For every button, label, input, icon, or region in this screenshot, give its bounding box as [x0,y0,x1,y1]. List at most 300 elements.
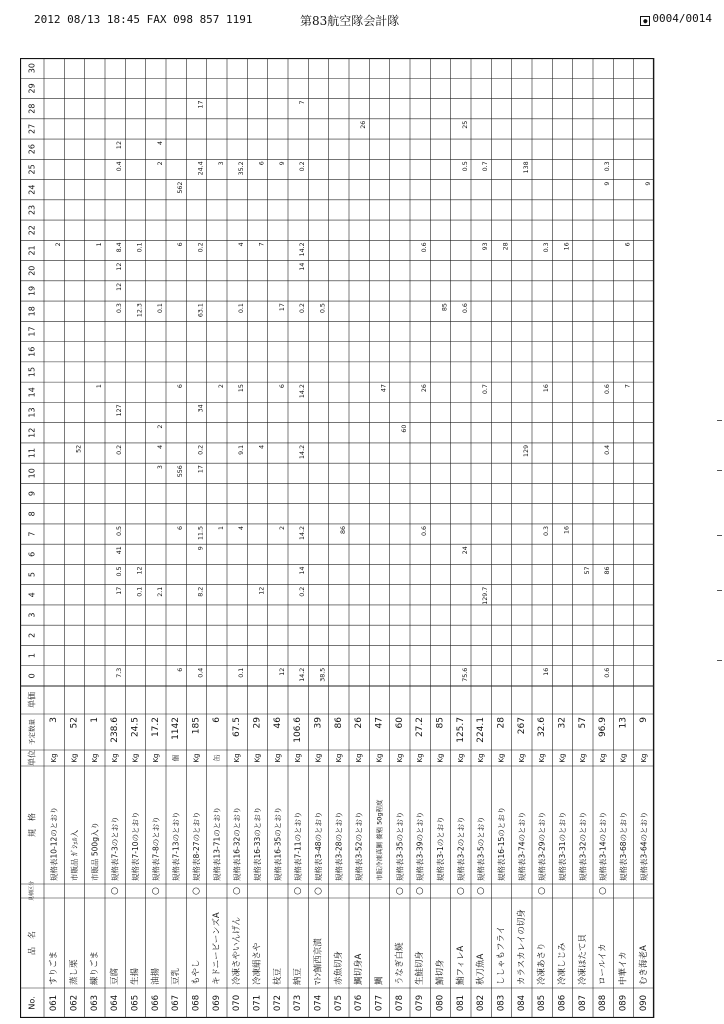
day-cell-value: 2 [55,242,63,247]
header-day: 29 [27,83,37,94]
day-cell-value: 0.5 [319,303,327,314]
spec-text: 規格表3-64のとおり [639,811,649,881]
day-cell-value: 12.3 [136,303,144,318]
day-cell-value: 12 [258,586,266,595]
item-name: 鮪フィレA [455,945,466,985]
sender-name: 第83航空隊会計隊 [300,14,400,28]
planned-qty: 238.6 [110,717,121,743]
unit-text: Kg [70,753,79,763]
unit-text: Kg [497,753,506,763]
item-name: カラスカレイの切身 [516,909,527,985]
item-name: 冷凍ほたて貝 [577,933,588,985]
day-cell-value: 2 [278,525,286,530]
day-cell-value: 24.4 [197,161,205,176]
row-number: 075 [333,994,344,1012]
day-cell-value: 57 [583,566,591,575]
day-cell-value: 0.2 [197,444,205,455]
header-day: 6 [27,551,37,557]
planned-qty: 57 [577,717,588,729]
header-day: 9 [27,491,37,497]
unit-text: 個 [172,754,181,762]
row-number: 077 [374,994,385,1012]
header-price: 単価 [27,692,37,708]
day-cell-value: 26 [360,120,368,129]
spec-text: 市販品 ｶﾞｼｪﾙ入 [70,829,79,881]
header-day: 3 [27,612,37,618]
row-number: 087 [577,994,588,1012]
spec-text: 規格表3-5のとおり [476,816,486,881]
row-number: 079 [415,994,426,1012]
unit-text: Kg [50,753,59,763]
day-cell-value: 0.6 [604,384,612,395]
spec-text: 規格表3-35のとおり [395,811,405,881]
unit-text: Kg [131,753,140,763]
planned-qty: 13 [618,717,629,729]
header-day: 0 [27,673,37,679]
day-cell-value: 0.7 [482,384,490,395]
item-name: 秋刀魚A [476,953,487,985]
item-name: むき海老A [638,945,649,985]
day-cell-value: 127 [116,404,124,417]
row-number: 071 [252,994,263,1012]
header-spec: 規 格 [27,813,37,837]
planned-qty: 32 [557,717,568,729]
item-name: ロールイカ [598,943,609,985]
header-day: 22 [27,225,37,236]
estimate-mark: ○ [394,887,405,895]
item-name: ﾏﾄﾝ鯖西京漬 [313,938,324,985]
day-cell-value: 0.4 [604,444,612,455]
spec-text: 規格表16-32のとおり [232,806,242,881]
day-cell-value: 17 [197,100,205,109]
item-name: 生揚 [130,967,141,985]
estimate-mark: ○ [232,887,243,895]
row-number: 086 [557,994,568,1012]
row-number: 062 [69,994,80,1012]
day-cell-value: 0.6 [604,667,612,678]
day-cell-value: 1 [95,242,103,247]
spec-text: 規格表3-52のとおり [354,811,364,881]
row-number: 074 [313,994,324,1012]
header-day: 14 [27,387,37,398]
unit-text: Kg [477,753,486,763]
estimate-mark: ○ [293,887,304,895]
day-cell-value: 2.1 [156,586,164,597]
estimate-mark: ○ [313,887,324,895]
day-cell-value: 16 [563,242,571,251]
day-cell-value: 12 [116,262,124,271]
item-name: 赤魚切身 [333,950,344,985]
unit-text: Kg [334,753,343,763]
day-cell-value: 93 [482,242,490,251]
header-day: 13 [27,407,37,418]
day-cell-value: 24 [461,546,469,555]
spec-text: 規格表3-1のとおり [436,816,445,881]
header-no: No. [27,996,37,1010]
item-name: 枝豆 [272,967,283,985]
day-cell-value: 47 [380,384,388,393]
day-cell-value: 7.3 [116,667,124,678]
spec-text: 規格表16-35のとおり [273,806,283,881]
row-number: 076 [354,994,365,1012]
unit-text: Kg [456,753,465,763]
day-cell-value: 4 [238,242,246,247]
day-cell-value: 16 [543,384,551,393]
planned-qty: 125.7 [455,717,466,743]
estimate-mark: ○ [110,887,121,895]
day-cell-value: 8.2 [197,586,205,597]
day-cell-value: 0.1 [136,586,144,597]
planned-qty: 32.6 [537,717,548,738]
day-cell-value: 14.2 [299,444,307,459]
item-name: うなぎ白焼 [394,942,405,985]
page-counter-text: 0004/0014 [652,12,712,25]
spec-text: 規格表3-2のとおり [456,816,466,881]
day-cell-value: 14.2 [299,525,307,540]
spec-text: 規格表3-14のとおり [598,811,608,881]
estimate-mark: ○ [455,887,466,895]
rotated-order-table [20,58,672,1018]
day-cell-value: 6 [177,384,185,389]
day-cell-value: 0.2 [299,161,307,172]
day-cell-value: 0.1 [136,242,144,253]
day-cell-value: 556 [177,465,185,478]
day-cell-value: 28 [502,242,510,251]
fax-page-icon: ● [640,16,650,26]
planned-qty: 28 [496,717,507,729]
item-name: 豆乳 [171,967,182,985]
day-cell-value: 0.5 [116,525,124,536]
item-name: 蒸し栗 [69,959,80,985]
row-number: 083 [496,994,507,1012]
item-name: 納豆 [293,967,304,985]
day-cell-value: 38.5 [319,667,327,682]
day-cell-value: 4 [238,525,246,530]
planned-qty: 86 [333,717,344,729]
planned-qty: 9 [638,717,649,723]
day-cell-value: 14.2 [299,384,307,399]
row-number: 065 [130,994,141,1012]
day-cell-value: 138 [522,161,530,174]
row-number: 084 [516,994,527,1012]
unit-text: Kg [578,753,587,763]
spec-text: 規格表8-27のとおり [192,811,201,881]
day-cell-value: 562 [177,181,185,194]
spec-text: 規格表13-71のとおり [212,806,222,881]
spec-text: 規格表7-3のとおり [110,816,120,881]
row-number: 061 [49,994,60,1012]
row-number: 068 [191,994,202,1012]
day-cell-value: 12 [136,566,144,575]
day-cell-value: 2 [217,384,225,389]
item-name: 鯛 [374,976,385,985]
header-day: 11 [27,447,37,459]
row-number: 078 [394,994,405,1012]
day-cell-value: 0.1 [238,303,246,314]
day-cell-value: 2 [156,424,164,429]
day-cell-value: 85 [441,303,449,312]
item-name: すりごま [49,950,60,985]
planned-qty: 6 [211,717,222,723]
day-cell-value: 9 [604,181,612,186]
day-cell-value: 1 [217,525,225,530]
spec-text: 市販冷凍真鯛 養殖 50g程度 [375,799,384,881]
row-number: 072 [272,994,283,1012]
header-item: 品 名 [27,931,37,955]
header-unit: 単位 [27,750,37,766]
estimate-mark: ○ [191,887,202,895]
estimate-mark: ○ [537,887,548,895]
header-day: 5 [27,572,37,578]
item-name: 冷凍さやいんげん [232,916,243,985]
spec-text: 規格表3-68のとおり [619,811,628,881]
day-cell-value: 9.1 [238,444,246,455]
unit-text: 缶 [212,754,221,762]
day-cell-value: 0.4 [116,161,124,172]
item-name: ししゃもフライ [496,925,507,985]
day-cell-value: 26 [421,384,429,393]
header-day: 24 [27,184,37,195]
planned-qty: 267 [516,717,527,735]
day-cell-value: 6 [624,242,632,247]
spec-text: 規格表3-29のとおり [537,811,547,881]
spec-text: 規格表7-13のとおり [171,811,181,881]
planned-qty: 1 [89,717,100,723]
day-cell-value: 12 [278,667,286,676]
header-day: 26 [27,144,37,155]
day-cell-value: 41 [116,546,124,555]
day-cell-value: 25 [461,120,469,129]
day-cell-value: 9 [278,161,286,166]
spec-text: 規格表3-28のとおり [334,811,344,881]
day-cell-value: 0.2 [299,586,307,597]
day-cell-value: 17 [197,465,205,474]
day-cell-value: 1 [95,384,103,389]
day-cell-value: 2 [156,161,164,166]
header-day: 30 [27,63,37,74]
planned-qty: 47 [374,717,385,729]
day-cell-value: 14.2 [299,242,307,257]
row-number: 089 [618,994,629,1012]
row-number: 069 [211,994,222,1012]
row-number: 066 [150,994,161,1012]
planned-qty: 27.2 [415,717,426,738]
row-number: 085 [537,994,548,1012]
day-cell-value: 16 [543,667,551,676]
unit-text: Kg [314,753,323,763]
spec-text: 規格表7-10のとおり [131,811,140,881]
header-mark: 見積区分 [29,880,35,902]
estimate-mark: ○ [150,887,161,895]
day-cell-value: 75.6 [461,667,469,682]
unit-text: Kg [273,753,282,763]
day-cell-value: 4 [156,444,164,449]
day-cell-value: 9 [644,181,652,186]
unit-text: Kg [355,753,364,763]
day-cell-value: 0.1 [156,303,164,314]
day-cell-value: 0.2 [299,303,307,314]
day-cell-value: 0.3 [543,525,551,536]
unit-text: Kg [599,753,608,763]
day-cell-value: 8.4 [116,242,124,253]
row-number: 082 [476,994,487,1012]
unit-text: Kg [538,753,547,763]
fax-header [0,0,724,36]
day-cell-value: 7 [258,242,266,247]
header-day: 27 [27,123,37,134]
planned-qty: 29 [252,717,263,729]
day-cell-value: 0.7 [482,161,490,172]
header-day: 21 [27,245,37,256]
day-cell-value: 129 [522,444,530,457]
planned-qty: 224.1 [476,717,487,743]
day-cell-value: 0.3 [116,303,124,314]
planned-qty: 24.5 [130,717,141,738]
day-cell-value: 9 [197,546,205,551]
day-cell-value: 6 [177,242,185,247]
spec-text: 市販品 500g入り [90,822,100,881]
day-cell-value: 0.6 [421,525,429,536]
row-number: 063 [89,994,100,1012]
header-day: 7 [27,531,37,537]
unit-text: Kg [639,753,648,763]
item-name: 中華イカ [618,951,629,985]
spec-text: 規格表3-31のとおり [558,811,567,881]
estimate-mark: ○ [598,887,609,895]
item-name: 豆腐 [110,967,121,985]
row-number: 064 [110,994,121,1012]
day-cell-value: 0.2 [197,242,205,253]
day-cell-value: 3 [156,465,164,470]
spec-text: 規格表7-11のとおり [293,811,303,881]
day-cell-value: 4 [258,444,266,449]
spec-text: 規格表3-39のとおり [415,811,425,881]
day-cell-value: 6 [258,161,266,166]
planned-qty: 67.5 [232,717,243,738]
unit-text: Kg [517,753,526,763]
spec-text: 規格表10-12のとおり [49,806,59,881]
planned-qty: 106.6 [293,717,304,743]
day-cell-value: 129.7 [482,586,490,605]
header-day: 1 [27,653,37,659]
unit-text: Kg [416,753,425,763]
unit-text: Kg [294,753,303,763]
page-counter [640,12,712,26]
planned-qty: 39 [313,717,324,729]
unit-text: Kg [233,753,242,763]
day-cell-value: 17 [116,586,124,595]
item-name: キドニービーンズA [211,912,222,985]
unit-text: Kg [375,753,384,763]
day-cell-value: 11.5 [197,525,205,540]
day-cell-value: 0.3 [543,242,551,253]
header-day: 18 [27,306,37,317]
day-cell-value: 7 [299,100,307,105]
planned-qty: 185 [191,717,202,735]
header-day: 23 [27,204,37,216]
day-cell-value: 0.6 [461,303,469,314]
day-cell-value: 7 [624,384,632,389]
day-cell-value: 0.1 [238,667,246,678]
planned-qty: 26 [354,717,365,729]
item-name: 冷凍絹さや [252,942,263,985]
header-day: 8 [27,511,37,517]
item-name: 鯛切身A [354,953,365,985]
day-cell-value: 35.2 [238,161,246,176]
planned-qty: 46 [272,717,283,729]
day-cell-value: 86 [339,525,347,534]
estimate-mark: ○ [415,887,426,895]
day-cell-value: 14 [299,262,307,271]
planned-qty: 17.2 [150,717,161,738]
planned-qty: 96.9 [598,717,609,738]
item-name: 油揚 [150,967,161,985]
item-name: 鯖切身 [435,959,446,985]
unit-text: Kg [395,753,404,763]
unit-text: Kg [151,753,160,763]
header-day: 15 [27,366,37,378]
item-name: 練りごま [89,950,100,985]
day-cell-value: 16 [563,525,571,534]
day-cell-value: 86 [604,566,612,575]
unit-text: Kg [619,753,628,763]
planned-qty: 52 [69,717,80,729]
fax-timestamp-line: 2012 08/13 18:45 FAX 098 857 1191 [34,13,253,26]
day-cell-value: 34 [197,404,205,413]
day-cell-value: 12 [116,282,124,291]
spec-text: 規格表3-32のとおり [578,811,588,881]
spec-text: 規格表3-48のとおり [314,811,323,881]
day-cell-value: 12 [116,141,124,150]
day-cell-value: 0.5 [116,566,124,577]
row-number: 073 [293,994,304,1012]
spec-text: 規格表16-15のとおり [497,806,506,881]
day-cell-value: 6 [278,384,286,389]
unit-text: Kg [253,753,262,763]
header-day: 19 [27,285,37,297]
item-name: 冷凍しじみ [557,942,568,985]
header-day: 25 [27,164,37,175]
item-name: 冷凍あさり [537,942,548,985]
day-cell-value: 60 [400,424,408,433]
header-day: 16 [27,346,37,357]
row-number: 067 [171,994,182,1012]
planned-qty: 60 [394,717,405,729]
item-name: 生鮭切身 [415,950,426,985]
day-cell-value: 3 [217,161,225,166]
header-day: 2 [27,632,37,638]
header-day: 12 [27,427,37,438]
planned-qty: 85 [435,717,446,729]
day-cell-value: 15 [238,384,246,393]
day-cell-value: 14.2 [299,667,307,682]
spec-text: 規格表16-33のとおり [253,806,262,881]
planned-qty: 3 [49,717,60,723]
table-body [20,58,654,1018]
header-day: 4 [27,592,37,598]
row-number: 081 [455,994,466,1012]
row-number: 070 [232,994,243,1012]
unit-text: Kg [192,753,201,763]
header-day: 17 [27,326,37,337]
row-number: 088 [598,994,609,1012]
day-cell-value: 0.5 [461,161,469,172]
unit-text: Kg [436,753,445,763]
day-cell-value: 52 [75,444,83,453]
scan-edge-marks [714,400,724,700]
header-day: 28 [27,103,37,114]
planned-qty: 1142 [171,717,182,740]
